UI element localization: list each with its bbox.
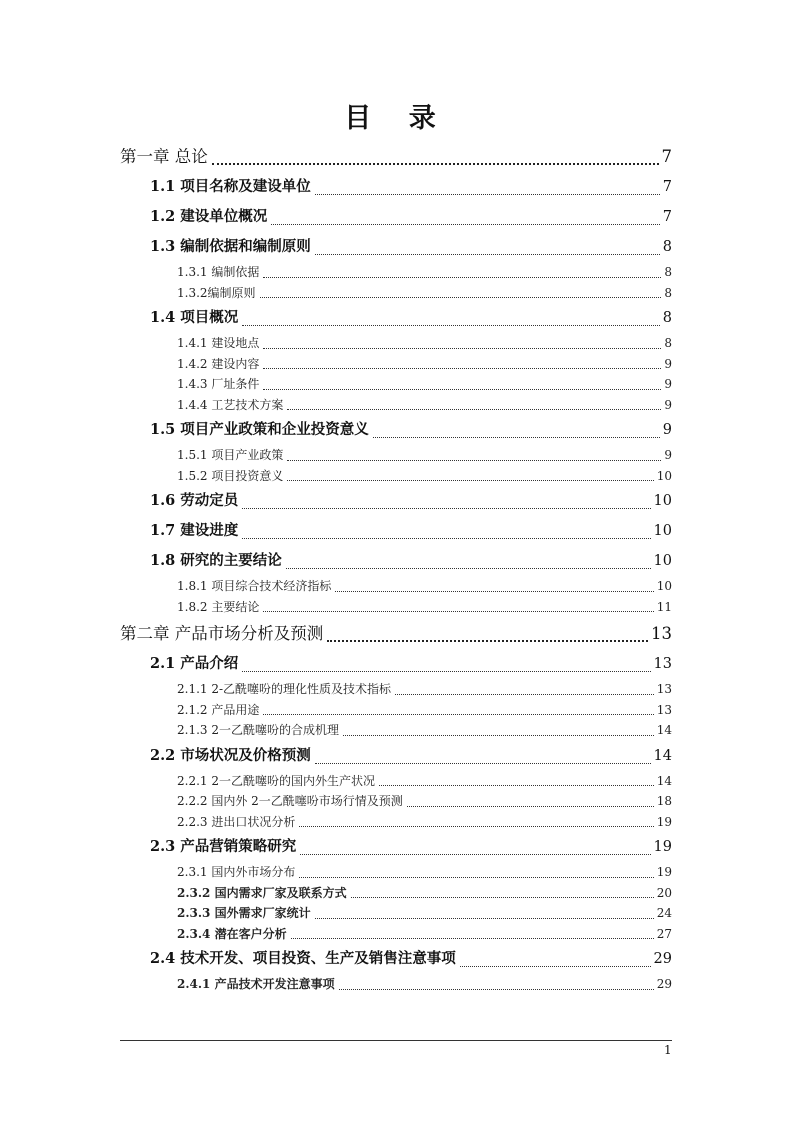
toc-entry[interactable] [120,303,672,333]
toc-entry-page: 8 [664,285,672,300]
page-title: 目 录 [344,103,450,134]
page-number: 1 [664,1043,672,1057]
toc-entry[interactable] [120,771,672,792]
toc-entry[interactable] [120,374,672,395]
toc-entry-label: 2.2.1 2一乙酰噻吩的国内外生产状况 [177,773,375,788]
dot-leader [287,408,661,410]
toc-entry-label: 2.2.3 进出口状况分析 [177,814,296,829]
dot-leader [335,590,653,592]
toc-entry-label: 第一章 总论 [120,147,208,166]
dot-leader [263,276,661,278]
dot-leader [291,937,654,939]
toc-entry[interactable] [120,649,672,679]
dot-leader [212,162,659,165]
toc-entry-page: 29 [653,951,672,967]
dot-leader [287,459,661,461]
toc-entry-page: 13 [656,702,672,717]
toc-entry-label: 1.6 劳动定员 [150,492,239,509]
toc-entry[interactable] [120,395,672,416]
dot-leader [286,567,651,569]
toc-entry-label: 2.3.2 国内需求厂家及联系方式 [177,885,347,900]
toc-entry-label: 1.8.1 项目综合技术经济指标 [177,579,332,593]
toc-entry-label: 1.3.2编制原则 [177,285,256,300]
toc-entry[interactable] [120,883,672,904]
toc-entry-label: 2.3.1 国内外市场分布 [177,865,296,879]
toc-entry-label: 2.1.3 2一乙酰噻吩的合成机理 [177,723,339,737]
toc-entry-page: 9 [664,377,672,391]
toc-entry[interactable] [120,445,672,466]
toc-entry[interactable] [120,791,672,812]
dot-leader [395,693,654,695]
toc-entry[interactable] [120,617,672,649]
toc-entry-label: 2.3 产品营销策略研究 [150,838,297,855]
toc-entry-page: 9 [664,356,672,371]
dot-leader [327,639,648,642]
dot-leader [299,876,653,878]
toc-entry-page: 8 [662,239,672,255]
dot-leader [263,388,661,390]
toc-entry-page: 13 [656,682,672,696]
toc-entry-page: 8 [662,310,672,326]
toc-entry-label: 1.4 项目概况 [150,309,239,326]
toc-entry-page: 11 [656,599,672,614]
toc-entry-page: 13 [653,656,672,672]
toc-entry[interactable] [120,974,672,995]
toc-entry-page: 7 [662,209,672,225]
toc-entry[interactable] [120,924,672,945]
dot-leader [263,713,653,715]
dot-leader [460,965,651,967]
toc-entry-page: 9 [662,422,672,438]
toc-entry-page: 7 [661,147,672,166]
toc-entry-page: 20 [656,885,672,900]
toc-entry-label: 1.8.2 主要结论 [177,599,260,614]
dot-leader [263,367,661,369]
toc-entry-label: 1.4.2 建设内容 [177,356,260,371]
dot-leader [315,917,654,919]
toc-entry-page: 10 [656,468,672,483]
toc-entry[interactable] [120,720,672,741]
toc-entry[interactable] [120,862,672,883]
toc-entry-label: 2.3.4 潜在客户分析 [177,926,287,941]
toc-entry[interactable] [120,232,672,262]
toc-entry-page: 8 [664,336,672,350]
toc-entry[interactable] [120,354,672,375]
toc-entry[interactable] [120,679,672,700]
toc-entry-page: 10 [656,579,672,593]
toc-entry-page: 27 [656,926,672,941]
toc-entry[interactable] [120,546,672,576]
toc-entry-label: 2.2.2 国内外 2一乙酰噻吩市场行情及预测 [177,794,403,808]
toc-entry[interactable] [120,415,672,445]
toc-entry-page: 7 [662,179,672,195]
toc-entry-page: 18 [656,794,672,808]
toc-entry-label: 2.4 技术开发、项目投资、生产及销售注意事项 [150,950,456,967]
dot-leader [287,479,653,481]
toc-entry-label: 1.5 项目产业政策和企业投资意义 [150,421,369,438]
toc-entry-label: 2.4.1 产品技术开发注意事项 [177,977,335,991]
toc-entry-label: 2.1 产品介绍 [150,655,239,672]
dot-leader [351,896,654,898]
toc-entry[interactable] [120,283,672,304]
toc-entry-page: 10 [653,493,672,509]
toc-entry[interactable] [120,486,672,516]
toc-entry-label: 2.3.3 国外需求厂家统计 [177,906,311,920]
toc-entry[interactable] [120,333,672,354]
toc-entry-label: 1.2 建设单位概况 [150,208,268,225]
toc-entry[interactable] [120,576,672,597]
toc-entry-page: 10 [653,523,672,539]
toc-entry[interactable] [120,741,672,771]
toc-entry[interactable] [120,700,672,721]
toc-entry-label: 1.4.1 建设地点 [177,336,260,350]
toc-entry-label: 1.5.1 项目产业政策 [177,448,284,462]
toc-entry[interactable] [120,597,672,618]
toc-entry[interactable] [120,466,672,487]
toc-entry-label: 1.8 研究的主要结论 [150,552,282,569]
dot-leader [242,507,650,509]
toc-entry-page: 14 [656,773,672,788]
dot-leader [339,988,654,990]
dot-leader [300,853,650,855]
dot-leader [299,825,653,827]
toc-entry-label: 2.2 市场状况及价格预测 [150,746,311,764]
toc-entry-label: 1.5.2 项目投资意义 [177,468,284,483]
toc-entry[interactable] [120,140,672,172]
dot-leader [242,324,659,326]
dot-leader [263,610,653,612]
toc-entry-page: 14 [653,747,672,764]
toc-entry-page: 9 [664,448,672,462]
toc-entry-label: 1.4.4 工艺技术方案 [177,397,284,412]
toc-entry[interactable] [120,202,672,232]
toc-entry-label: 第二章 产品市场分析及预测 [120,624,324,643]
toc-entry-page: 19 [653,839,672,855]
toc-entry-label: 1.3.1 编制依据 [177,265,260,279]
dot-leader [263,347,661,349]
toc-entry-label: 1.7 建设进度 [150,522,239,539]
dot-leader [379,784,654,786]
toc-entry[interactable] [120,812,672,833]
dot-leader [315,762,651,764]
toc-entry-label: 2.1.2 产品用途 [177,702,260,717]
footer-divider [120,1040,672,1041]
toc-entry[interactable] [120,832,672,862]
toc-entry-page: 10 [653,553,672,569]
toc-entry-page: 19 [656,865,672,879]
toc-entry-label: 2.1.1 2-乙酰噻吩的理化性质及技术指标 [177,682,392,696]
toc-entry[interactable] [120,903,672,924]
toc-entry-label: 1.1 项目名称及建设单位 [150,178,311,195]
toc-entry-label: 1.3 编制依据和编制原则 [150,238,311,255]
dot-leader [407,805,654,807]
dot-leader [315,253,660,255]
toc-entry[interactable] [120,262,672,283]
toc-entry[interactable] [120,944,672,974]
toc-entry-label: 1.4.3 厂址条件 [177,377,260,391]
dot-leader [242,537,650,539]
toc-entry-page: 9 [664,397,672,412]
toc-entry-page: 19 [656,814,672,829]
dot-leader [260,296,662,298]
toc-entry[interactable] [120,172,672,202]
dot-leader [315,193,660,195]
toc-entry[interactable] [120,516,672,546]
dot-leader [242,670,650,672]
dot-leader [373,436,660,438]
dot-leader [271,223,659,225]
toc-entry-page: 29 [656,977,672,991]
toc-entry-page: 13 [651,624,672,643]
toc-entry-page: 14 [656,723,672,737]
toc-entry-page: 8 [664,265,672,279]
dot-leader [343,734,654,736]
table-of-contents [120,140,672,995]
toc-entry-page: 24 [656,906,672,920]
